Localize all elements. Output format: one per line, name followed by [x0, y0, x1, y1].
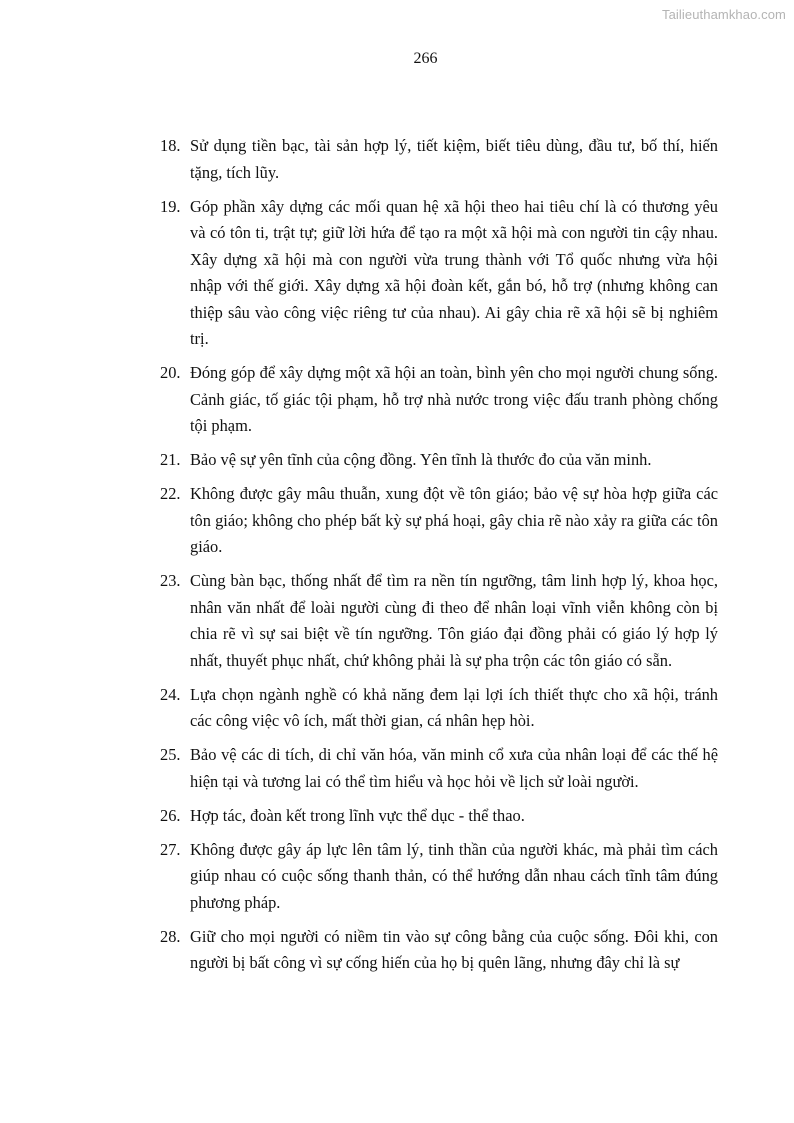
list-item-number: 20.	[160, 363, 181, 382]
list-item-number: 23.	[160, 571, 181, 590]
list-item-text: Cùng bàn bạc, thống nhất để tìm ra nền tín ngưỡng, tâm linh hợp lý, khoa học, nhân văn nhất để loài người cùng đi theo để nhân loại vĩnh viễn không còn bị chia rẽ vì sự sai biệt về tín ngưỡng. Tôn giáo đại đồng phải có giáo lý hợp lý nhất, thuyết phục nhất, chứ không phải là sự pha trộn các tôn giáo có sẵn.	[190, 571, 718, 670]
list-item-text: Hợp tác, đoàn kết trong lĩnh vực thể dục - thể thao.	[190, 805, 525, 825]
list-item-text: Lựa chọn ngành nghề có khả năng đem lại lợi ích thiết thực cho xã hội, tránh các công việc vô ích, mất thời gian, cá nhân hẹp hòi.	[190, 684, 718, 730]
list-item	[160, 742, 718, 795]
list-item-text: Bảo vệ sự yên tĩnh của cộng đồng. Yên tĩnh là thước đo của văn minh.	[190, 450, 652, 469]
list-item	[160, 133, 718, 186]
list-item-number: 25.	[160, 745, 181, 764]
list-item	[160, 481, 718, 561]
list-item-number: 26.	[160, 805, 181, 825]
numbered-list	[160, 133, 718, 984]
list-item-text: Không được gây áp lực lên tâm lý, tinh thần của người khác, mà phải tìm cách giúp nhau có cuộc sống thanh thản, có thể hướng dẫn nhau cách tĩnh tâm đúng phương pháp.	[190, 839, 718, 912]
watermark: Tailieuthamkhao.com	[661, 7, 786, 22]
list-item-number: 18.	[160, 136, 181, 155]
list-item	[160, 360, 718, 440]
list-item-text: Không được gây mâu thuẫn, xung đột về tôn giáo; bảo vệ sự hòa hợp giữa các tôn giáo; không cho phép bất kỳ sự phá hoại, gây chia rẽ nào xảy ra giữa các tôn giáo.	[190, 484, 718, 556]
list-item-number: 22.	[160, 484, 181, 503]
list-item-number: 27.	[160, 839, 181, 859]
list-item-number: 21.	[160, 450, 181, 469]
list-item-number: 24.	[160, 684, 181, 704]
list-item	[160, 682, 718, 735]
list-item-text: Giữ cho mọi người có niềm tin vào sự công bằng của cuộc sống. Đôi khi, con người bị bất công vì sự cống hiến của họ bị quên lãng, nhưng đây chỉ là sự	[190, 926, 718, 972]
list-item-text: Góp phần xây dựng các mối quan hệ xã hội theo hai tiêu chí là có thương yêu và có tôn ti, trật tự; giữ lời hứa để tạo ra một xã hội mà con người tin cậy nhau. Xây dựng xã hội mà con người vừa trung thành với Tổ quốc nhưng vừa hội nhập với thế giới. Xây dựng xã hội đoàn kết, gắn bó, hỗ trợ (nhưng không can thiệp sâu vào công việc riêng tư của nhau). Ai gây chia rẽ xã hội sẽ bị nghiêm trị.	[190, 196, 718, 348]
list-item-number: 19.	[160, 196, 181, 216]
list-item-text: Bảo vệ các di tích, di chỉ văn hóa, văn minh cổ xưa của nhân loại để các thế hệ hiện tại và tương lai có thể tìm hiểu và học hỏi về lịch sử loài người.	[190, 745, 718, 791]
list-item	[160, 803, 718, 830]
list-item-text: Sử dụng tiền bạc, tài sản hợp lý, tiết kiệm, biết tiêu dùng, đầu tư, bố thí, hiến tặng, tích lũy.	[190, 136, 718, 182]
list-item	[160, 447, 718, 474]
list-item-text: Đóng góp để xây dựng một xã hội an toàn, bình yên cho mọi người chung sống. Cảnh giác, tố giác tội phạm, hỗ trợ nhà nước trong việc đấu tranh phòng chống tội phạm.	[190, 363, 718, 435]
list-item	[160, 924, 718, 977]
list-item	[160, 837, 718, 917]
list-item	[160, 568, 718, 674]
page-number: 266	[413, 50, 438, 67]
list-item-number: 28.	[160, 926, 181, 946]
list-item	[160, 194, 718, 353]
